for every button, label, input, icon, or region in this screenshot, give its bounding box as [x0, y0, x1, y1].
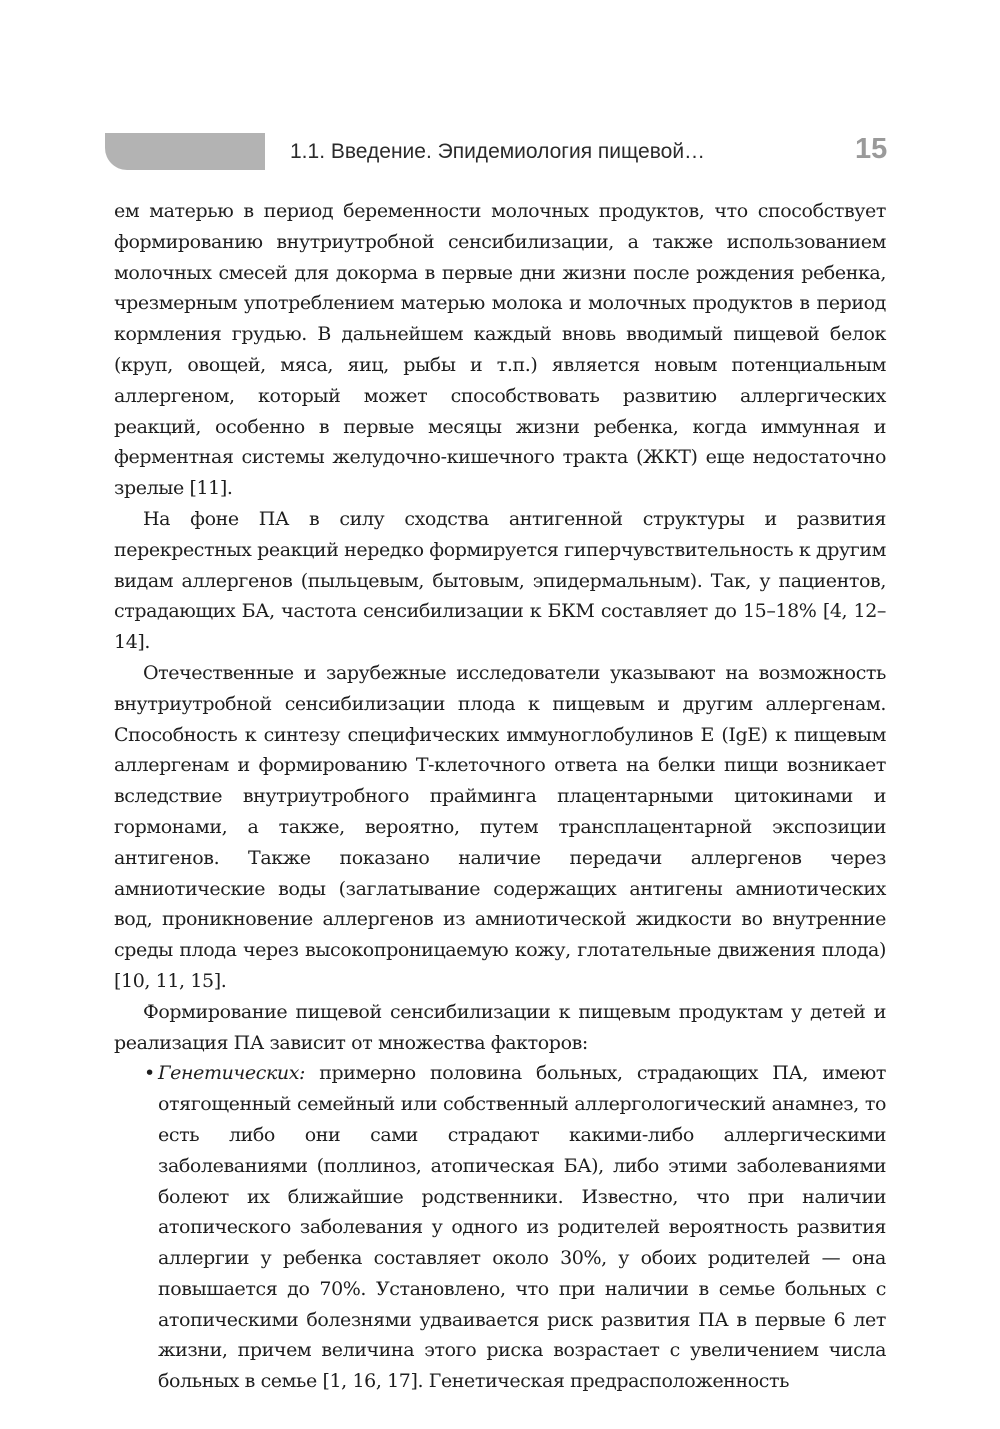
list-item-text: примерно половина больных, страдающих ПА, имеют отягощенный семейный или собственный аллергологический анамнез, то есть либо они сами страдают какими-либо аллергическими заболеваниями (поллиноз, атопическая БА), либо этими заболеваниями болеют их ближайшие родственники. Известно, что при наличии атопического заболевания у одного из родителей вероятность развития аллергии у ребенка составляет около 30%, у обоих родителей — она повышается до 70%. Установлено, что при наличии в семье больных с атопическими болезнями удваивается риск развития ПА в первые 6 лет жизни, причем величина этого риска возрастает с увеличением числа больных в семье [1, 16, 17]. Генетическая предрасположенность: [158, 1062, 886, 1393]
paragraph: Формирование пищевой сенсибилизации к пищевым продуктам у детей и реализация ПА зависит от множества факторов:: [114, 1000, 886, 1054]
list-item: [114, 1058, 886, 1397]
header-tab-bar: [105, 133, 265, 170]
page-number: 15: [855, 133, 888, 165]
paragraph-continuation: ем матерью в период беременности молочных продуктов, что способствует формированию внутриутробной сенсибилизации, а также использованием молочных смесей для докорма в первые дни жизни после рождения ребенка, чрезмерным употреблением матерью молока и молочных продуктов в период кормления грудью. В дальнейшем каждый вновь вводимый пищевой белок (круп, овощей, мяса, яиц, рыбы и т.п.) является новым потенциальным аллергеном, который может способствовать развитию аллергических реакций, особенно в первые месяцы жизни ребенка, когда иммунная и ферментная системы желудочно-кишечного тракта (ЖКТ) еще недостаточно зрелые [11].: [114, 200, 886, 500]
body-text: [114, 196, 886, 1397]
running-title: 1.1. Введение. Эпидемиология пищевой…: [290, 140, 706, 163]
paragraph: На фоне ПА в силу сходства антигенной структуры и развития перекрестных реакций нередко формируется гиперчувствительность к другим видам аллергенов (пыльцевым, бытовым, эпидермальным). Так, у пациентов, страдающих БА, частота сенсибилизации к БКМ составляет до 15–18% [4, 12–14].: [114, 507, 886, 654]
bullet-marker: •: [144, 1062, 155, 1085]
page-header: [0, 0, 1000, 190]
list-item-lead: Генетических:: [158, 1062, 306, 1085]
factor-list: [114, 1058, 886, 1397]
paragraph: Отечественные и зарубежные исследователи указывают на возможность внутриутробной сенсибилизации плода к пищевым и другим аллергенам. Способность к синтезу специфических иммуноглобулинов E (IgE) к пищевым аллергенам и формированию Т-клеточного ответа на белки пищи возникает вследствие внутриутробного прайминга плацентарными цитокинами и гормонами, а также, вероятно, путем трансплацентарной экспозиции антигенов. Также показано наличие передачи аллергенов через амниотические воды (заглатывание содержащих антигены амниотических вод, проникновение аллергенов из амниотической жидкости во внутренние среды плода через высокопроницаемую кожу, глотательные движения плода) [10, 11, 15].: [114, 661, 886, 992]
